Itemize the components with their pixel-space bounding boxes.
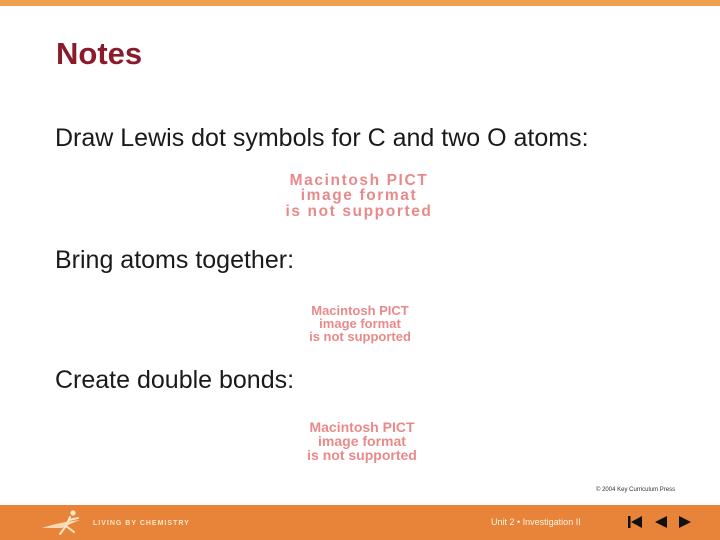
unsupported-image-placeholder-2 bbox=[280, 303, 440, 343]
placeholder-line: Macintosh PICT bbox=[309, 419, 415, 435]
unsupported-image-placeholder-3 bbox=[268, 421, 456, 461]
placeholder-line: is not supported bbox=[307, 447, 417, 463]
unit-label: Unit 2 • Investigation II bbox=[491, 517, 581, 527]
placeholder-line: Macintosh PICT bbox=[311, 302, 409, 318]
next-slide-icon[interactable] bbox=[676, 513, 694, 531]
placeholder-line: image format bbox=[318, 433, 406, 449]
placeholder-line: is not supported bbox=[309, 328, 411, 344]
placeholder-line: is not supported bbox=[285, 202, 433, 220]
placeholder-line: Macintosh PICT bbox=[289, 171, 429, 189]
first-slide-icon[interactable] bbox=[626, 513, 644, 531]
placeholder-line: image format bbox=[300, 187, 418, 205]
instruction-line-3: Create double bonds: bbox=[55, 366, 295, 394]
instruction-line-2: Bring atoms together: bbox=[55, 246, 295, 274]
unsupported-image-placeholder-1 bbox=[186, 171, 532, 220]
previous-slide-icon[interactable] bbox=[652, 513, 670, 531]
placeholder-line: image format bbox=[319, 315, 401, 331]
slide-title: Notes bbox=[56, 36, 143, 71]
instruction-line-1: Draw Lewis dot symbols for C and two O atoms: bbox=[55, 124, 589, 152]
top-accent-bar bbox=[0, 0, 720, 6]
copyright-notice: © 2004 Key Curriculum Press bbox=[596, 487, 676, 493]
brand-name: LIVING BY CHEMISTRY bbox=[93, 520, 190, 527]
